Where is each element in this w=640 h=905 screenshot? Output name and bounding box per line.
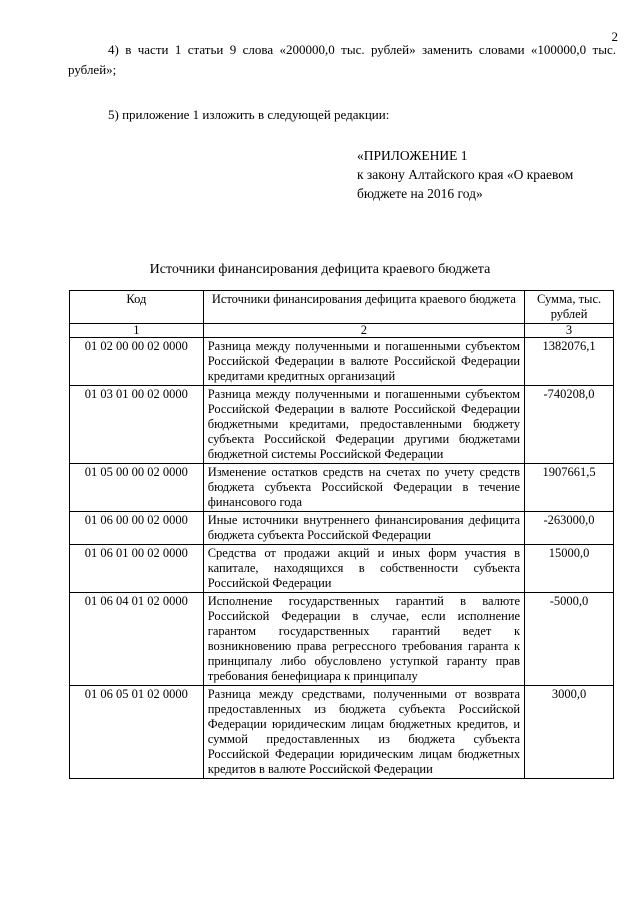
row-description: Средства от продажи акций и иных форм участия в капитале, находящихся в собственности субъекта Российской Федерации xyxy=(203,545,524,593)
amendment-text-4: 4) в части 1 статьи 9 слова «200000,0 тыс. рублей» заменить словами «100000,0 тыс. рублей»; xyxy=(68,42,616,77)
row-code: 01 02 00 00 02 0000 xyxy=(70,338,204,386)
header-amount: Сумма, тыс. рублей xyxy=(525,291,614,324)
amendment-text-5: 5) приложение 1 изложить в следующей редакции: xyxy=(108,107,390,122)
page-number: 2 xyxy=(611,29,618,44)
row-description: Разница между полученными и погашенными субъектом Российской Федерации в валюте Российской Федерации бюджетными кредитами, предоставленными бюджету субъекта Российской Федерации другими бюджетами бюджетной системы Российской Федерации xyxy=(203,386,524,464)
table-header-row xyxy=(70,291,614,324)
row-code: 01 06 01 00 02 0000 xyxy=(70,545,204,593)
row-amount: -5000,0 xyxy=(525,593,614,686)
table-row xyxy=(70,512,614,545)
row-code: 01 06 05 01 02 0000 xyxy=(70,686,204,779)
row-code: 01 05 00 00 02 0000 xyxy=(70,464,204,512)
table-row xyxy=(70,386,614,464)
column-number: 1 xyxy=(70,324,204,338)
amendment-paragraph-5 xyxy=(68,105,616,125)
financing-sources-table xyxy=(69,290,614,779)
header-sources: Источники финансирования дефицита краевого бюджета xyxy=(203,291,524,324)
table-row xyxy=(70,686,614,779)
header-code: Код xyxy=(70,291,204,324)
row-amount: 1907661,5 xyxy=(525,464,614,512)
appendix-line-1: «ПРИЛОЖЕНИЕ 1 xyxy=(357,148,468,163)
row-description: Разница между полученными и погашенными субъектом Российской Федерации в валюте Российской Федерации кредитами кредитных организаций xyxy=(203,338,524,386)
row-amount: 15000,0 xyxy=(525,545,614,593)
row-code: 01 06 04 01 02 0000 xyxy=(70,593,204,686)
row-code: 01 03 01 00 02 0000 xyxy=(70,386,204,464)
table-row xyxy=(70,545,614,593)
row-description: Иные источники внутреннего финансирования дефицита бюджета субъекта Российской Федерации xyxy=(203,512,524,545)
table-row xyxy=(70,338,614,386)
column-number-row xyxy=(70,324,614,338)
appendix-line-3: бюджете на 2016 год» xyxy=(357,186,483,201)
appendix-heading xyxy=(357,146,573,203)
row-amount: 3000,0 xyxy=(525,686,614,779)
appendix-line-2: к закону Алтайского края «О краевом xyxy=(357,167,574,182)
amendment-paragraph-4 xyxy=(68,40,616,80)
table-title: Источники финансирования дефицита краевого бюджета xyxy=(149,262,491,277)
table-row xyxy=(70,593,614,686)
row-description: Изменение остатков средств на счетах по учету средств бюджета субъекта Российской Федерации в течение финансового года xyxy=(203,464,524,512)
row-description: Разница между средствами, полученными от возврата предоставленных из бюджета субъекта Российской Федерации юридическим лицам бюджетных кредитов, и суммой предоставленных из бюджета субъекта Российской Федерации юридическим лицам бюджетных кредитов в валюте Российской Федерации xyxy=(203,686,524,779)
row-amount: -740208,0 xyxy=(525,386,614,464)
row-description: Исполнение государственных гарантий в валюте Российской Федерации в случае, если исполнение гарантом государственных гарантий ведет к возникновению права регрессного требования гаранта к принципалу либо обусловлено уступкой гаранту прав требования бенефициара к принципалу xyxy=(203,593,524,686)
column-number: 3 xyxy=(525,324,614,338)
table-row xyxy=(70,464,614,512)
row-amount: -263000,0 xyxy=(525,512,614,545)
row-code: 01 06 00 00 02 0000 xyxy=(70,512,204,545)
column-number: 2 xyxy=(203,324,524,338)
row-amount: 1382076,1 xyxy=(525,338,614,386)
